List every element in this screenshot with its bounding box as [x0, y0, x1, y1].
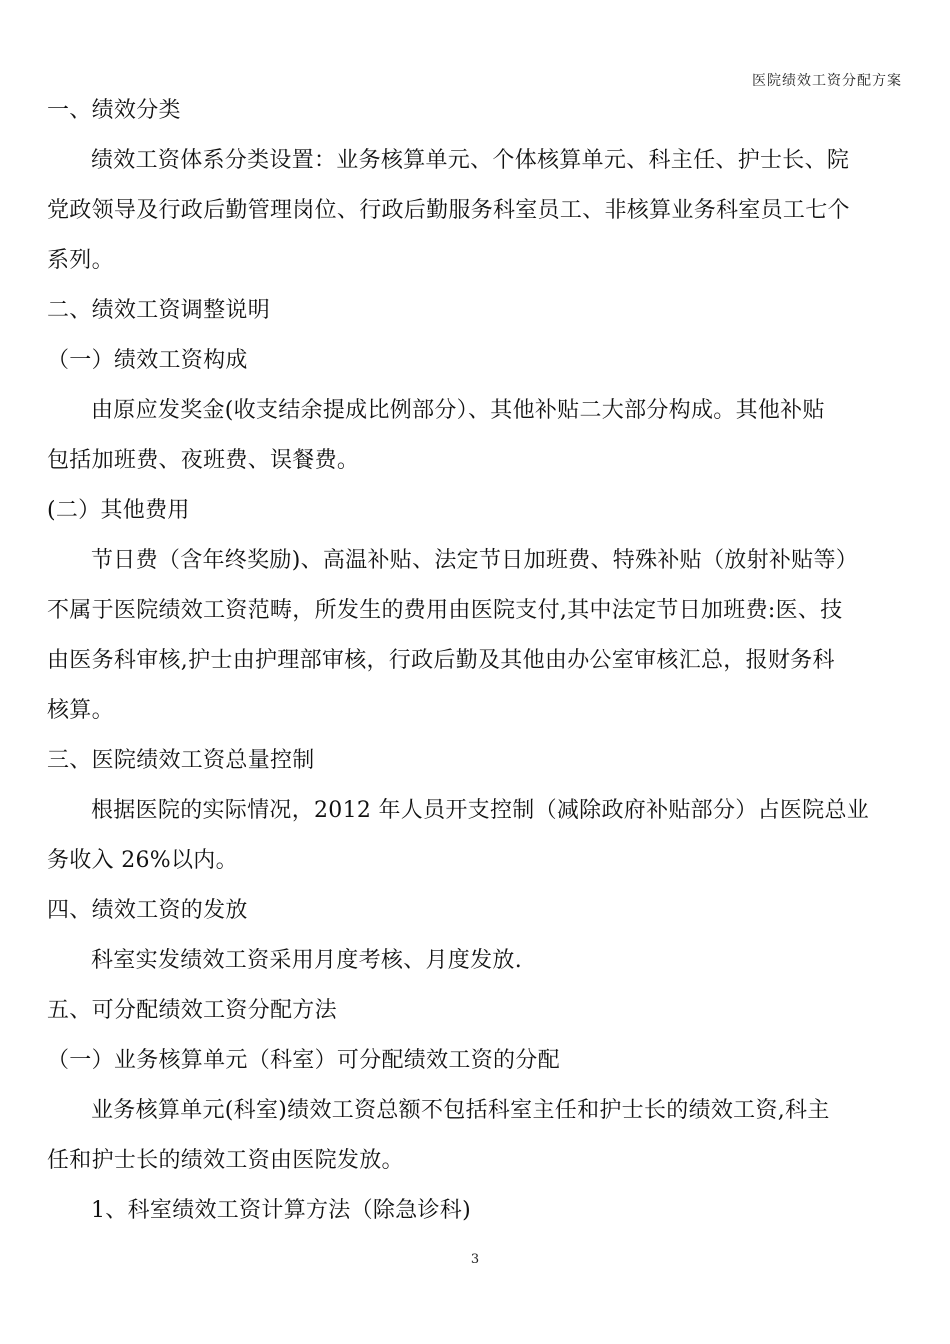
- running-header: 医院绩效工资分配方案: [752, 73, 902, 89]
- section-heading-2: 二、绩效工资调整说明: [47, 298, 271, 323]
- paragraph-line: 包括加班费、夜班费、误餐费。: [47, 448, 360, 473]
- numbered-item: 1、科室绩效工资计算方法（除急诊科): [91, 1198, 471, 1223]
- paragraph-line: 由原应发奖金(收支结余提成比例部分）、其他补贴二大部分构成。其他补贴: [91, 398, 825, 423]
- paragraph-line: 系列。: [47, 248, 114, 273]
- subsection-heading: （一）业务核算单元（科室）可分配绩效工资的分配: [47, 1048, 560, 1073]
- subsection-heading: （一）绩效工资构成: [47, 348, 248, 373]
- section-heading-1: 一、绩效分类: [47, 98, 181, 123]
- paragraph-line: 务收入 26%以内。: [47, 848, 238, 873]
- paragraph-line: 不属于医院绩效工资范畴，所发生的费用由医院支付,其中法定节日加班费:医、技: [47, 598, 843, 623]
- paragraph-line: 业务核算单元(科室)绩效工资总额不包括科室主任和护士长的绩效工资,科主: [91, 1098, 830, 1123]
- paragraph-line: 根据医院的实际情况，2012 年人员开支控制（减除政府补贴部分）占医院总业: [91, 798, 870, 823]
- paragraph-line: 由医务科审核,护士由护理部审核，行政后勤及其他由办公室审核汇总，报财务科: [47, 648, 835, 673]
- paragraph-line: 绩效工资体系分类设置：业务核算单元、个体核算单元、科主任、护士长、院: [91, 148, 850, 173]
- subsection-heading: (二）其他费用: [47, 498, 190, 523]
- section-heading-5: 五、可分配绩效工资分配方法: [47, 998, 337, 1023]
- document-body: [47, 86, 907, 1236]
- paragraph-line: 党政领导及行政后勤管理岗位、行政后勤服务科室员工、非核算业务科室员工七个: [47, 198, 850, 223]
- paragraph-line: 核算。: [47, 698, 114, 723]
- paragraph-line: 任和护士长的绩效工资由医院发放。: [47, 1148, 404, 1173]
- page-number: 3: [470, 1252, 480, 1267]
- section-heading-4: 四、绩效工资的发放: [47, 898, 248, 923]
- paragraph-line: 节日费（含年终奖励)、高温补贴、法定节日加班费、特殊补贴（放射补贴等）: [91, 548, 859, 573]
- section-heading-3: 三、医院绩效工资总量控制: [47, 748, 315, 773]
- paragraph-line: 科室实发绩效工资采用月度考核、月度发放.: [91, 948, 522, 973]
